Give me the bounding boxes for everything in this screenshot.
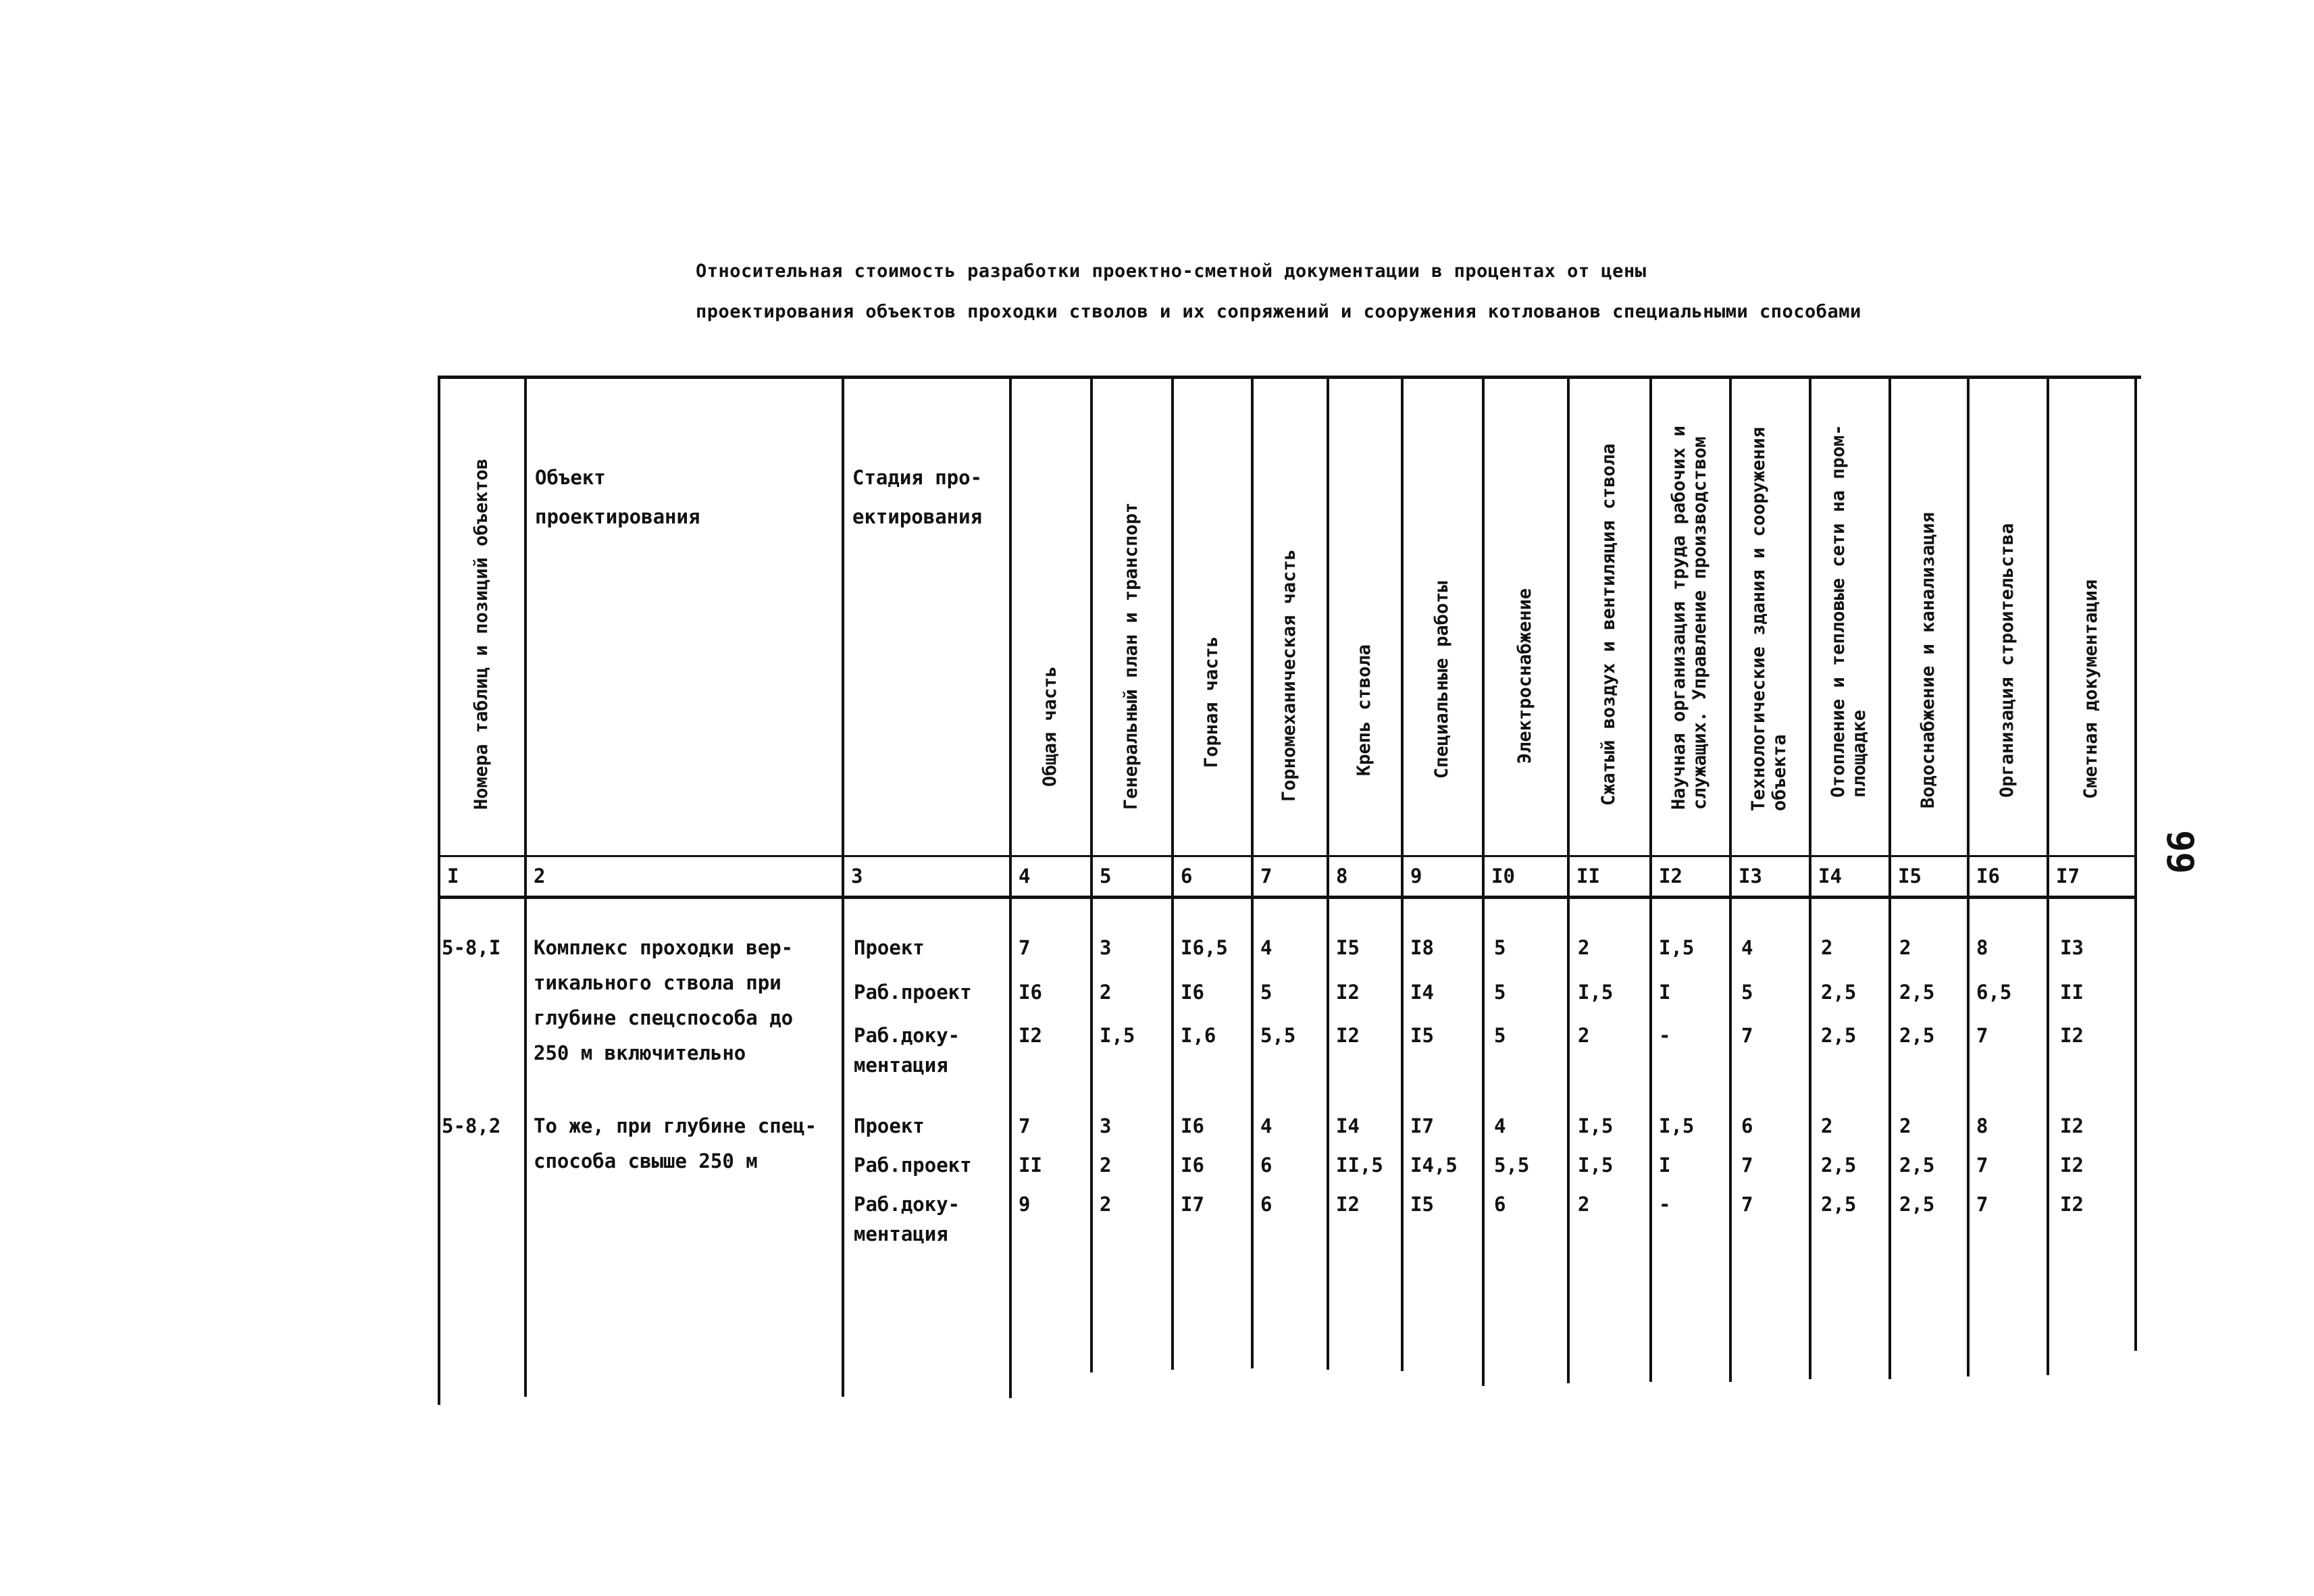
position-number: 5-8,2 — [442, 1114, 501, 1137]
table-cell: 2 — [1899, 1114, 1911, 1137]
stage-label: ментация — [854, 1054, 948, 1077]
column-header-1: Номера таблиц и позиций объектов — [470, 458, 492, 810]
table-cell: 2,5 — [1821, 1193, 1857, 1216]
object-description: тикального ствола при — [534, 971, 781, 994]
table-cell: 7 — [1741, 1154, 1753, 1177]
column-rule — [1327, 376, 1329, 1370]
column-header-7: Горномеханическая часть — [1278, 549, 1300, 802]
header-object-label: Объект — [535, 466, 606, 489]
table-cell: 2,5 — [1899, 1154, 1935, 1177]
table-cell: I2 — [2060, 1154, 2084, 1177]
table-cell: 6 — [1260, 1193, 1272, 1216]
table-cell: 2 — [1100, 1193, 1112, 1216]
column-number: 9 — [1410, 865, 1422, 887]
object-description: То же, при глубине спец- — [534, 1114, 817, 1137]
header-stage-label: ектирования — [852, 505, 983, 528]
table-cell: 8 — [1976, 936, 1988, 959]
table-cell: I — [1659, 981, 1671, 1004]
table-cell: I4 — [1336, 1114, 1360, 1137]
column-rule — [1482, 376, 1485, 1386]
column-number: I — [447, 865, 459, 887]
column-number: 5 — [1100, 865, 1112, 887]
table-cell: II — [1019, 1154, 1042, 1177]
header-object-label: проектирования — [535, 505, 700, 528]
table-cell: 7 — [1976, 1024, 1988, 1047]
table-cell: I5 — [1410, 1024, 1434, 1047]
table-cell: I — [1659, 1154, 1671, 1177]
stage-label: Проект — [854, 1114, 925, 1137]
table-cell: I,5 — [1578, 1114, 1614, 1137]
table-cell: 8 — [1976, 1114, 1988, 1137]
column-rule — [438, 376, 440, 1405]
table-cell: 2 — [1578, 936, 1590, 959]
column-number: 4 — [1019, 865, 1031, 887]
column-number: I3 — [1739, 865, 1762, 887]
table-cell: I5 — [1410, 1193, 1434, 1216]
stage-label: ментация — [854, 1222, 948, 1245]
column-number: I4 — [1818, 865, 1842, 887]
table-cell: 6 — [1494, 1193, 1506, 1216]
column-number: 8 — [1336, 865, 1348, 887]
table-cell: 5 — [1260, 981, 1272, 1004]
table-cell: 4 — [1494, 1114, 1506, 1137]
table-cell: 7 — [1741, 1024, 1753, 1047]
table-rule — [438, 896, 2134, 899]
column-header-17: Сметная документация — [2080, 579, 2101, 799]
object-description: глубине спецспособа до — [534, 1006, 794, 1029]
column-header-11: Сжатый воздух и вентиляция ствола — [1597, 443, 1619, 806]
column-header-10: Электроснабжение — [1514, 588, 1535, 764]
table-cell: I,5 — [1659, 1114, 1695, 1137]
table-cell: 4 — [1260, 936, 1272, 959]
table-cell: 2 — [1578, 1193, 1590, 1216]
table-cell: I7 — [1410, 1114, 1434, 1137]
column-rule — [842, 376, 844, 1397]
table-cell: 4 — [1741, 936, 1753, 959]
table-cell: 3 — [1100, 936, 1112, 959]
table-cell: II — [2060, 981, 2084, 1004]
column-rule — [1171, 376, 1174, 1370]
document-title-line-2: проектирования объектов проходки стволов и их сопряжений и сооружения котлованов специальными способами — [696, 301, 1861, 322]
column-rule — [1809, 376, 1811, 1379]
table-cell: 5 — [1494, 936, 1506, 959]
column-rule — [1567, 376, 1570, 1383]
column-rule — [1401, 376, 1404, 1371]
column-header-9: Специальные работы — [1431, 581, 1452, 779]
stage-label: Раб.доку- — [854, 1193, 960, 1216]
table-cell: 5 — [1741, 981, 1753, 1004]
object-description: 250 м включительно — [534, 1041, 746, 1064]
table-cell: I4 — [1410, 981, 1434, 1004]
table-cell: 2 — [1821, 1114, 1833, 1137]
table-cell: 6 — [1741, 1114, 1753, 1137]
table-cell: I2 — [1336, 1024, 1360, 1047]
position-number: 5-8,I — [442, 936, 501, 959]
column-number: II — [1576, 865, 1600, 887]
column-header-14: Отопление и тепловые сети на пром- — [1828, 424, 1849, 798]
table-cell: 7 — [1019, 936, 1031, 959]
column-number: I0 — [1491, 865, 1515, 887]
table-cell: - — [1659, 1024, 1671, 1047]
column-number: 7 — [1260, 865, 1272, 887]
table-cell: 2 — [1578, 1024, 1590, 1047]
table-cell: 7 — [1741, 1193, 1753, 1216]
column-number: I5 — [1898, 865, 1922, 887]
table-cell: I2 — [1019, 1024, 1042, 1047]
table-cell: I8 — [1410, 936, 1434, 959]
column-rule — [1729, 376, 1732, 1382]
table-cell: I6 — [1181, 1114, 1204, 1137]
column-rule — [2047, 376, 2049, 1375]
table-cell: I7 — [1181, 1193, 1204, 1216]
table-cell: I6 — [1181, 981, 1204, 1004]
table-cell: 3 — [1100, 1114, 1112, 1137]
column-rule — [1090, 376, 1093, 1372]
table-cell: 5,5 — [1260, 1024, 1296, 1047]
column-header-13: объекта — [1769, 734, 1790, 811]
column-rule — [1009, 376, 1012, 1398]
table-cell: 4 — [1260, 1114, 1272, 1137]
table-cell: I6 — [1181, 1154, 1204, 1177]
table-cell: I4,5 — [1410, 1154, 1458, 1177]
stage-label: Раб.проект — [854, 1154, 972, 1177]
table-cell: I2 — [1336, 981, 1360, 1004]
table-cell: I6 — [1019, 981, 1042, 1004]
table-cell: 5 — [1494, 1024, 1506, 1047]
column-header-5: Генеральный план и транспорт — [1120, 502, 1141, 810]
table-cell: I,5 — [1100, 1024, 1135, 1047]
column-rule — [524, 376, 527, 1397]
table-cell: I3 — [2060, 936, 2084, 959]
table-cell: II,5 — [1336, 1154, 1383, 1177]
table-cell: 2 — [1821, 936, 1833, 959]
table-cell: I2 — [2060, 1024, 2084, 1047]
table-cell: 2,5 — [1899, 1193, 1935, 1216]
column-header-4: Общая часть — [1039, 666, 1060, 787]
column-header-12: служащих. Управление производством — [1689, 436, 1710, 810]
table-cell: I,5 — [1578, 1154, 1614, 1177]
table-cell: 2,5 — [1821, 1024, 1857, 1047]
stage-label: Проект — [854, 936, 925, 959]
column-rule — [2134, 376, 2137, 1351]
table-cell: I,5 — [1578, 981, 1614, 1004]
column-header-13: Технологические здания и сооружения — [1748, 427, 1769, 811]
column-number: I7 — [2056, 865, 2080, 887]
table-rule — [438, 855, 2134, 857]
stage-label: Раб.доку- — [854, 1024, 960, 1047]
column-header-15: Водоснабжение и канализация — [1917, 512, 1938, 808]
table-cell: 2 — [1100, 981, 1112, 1004]
column-header-12: Научная организация труда рабочих и — [1668, 426, 1689, 810]
column-header-6: Горная часть — [1200, 636, 1222, 768]
table-cell: I2 — [2060, 1114, 2084, 1137]
column-header-14: площадке — [1849, 709, 1870, 798]
table-cell: 2 — [1899, 936, 1911, 959]
column-rule — [1251, 376, 1254, 1368]
table-cell: 6,5 — [1976, 981, 2012, 1004]
table-cell: 7 — [1976, 1154, 1988, 1177]
column-rule — [1888, 376, 1891, 1379]
object-description: Комплекс проходки вер- — [534, 936, 794, 959]
column-rule — [1649, 376, 1652, 1382]
table-cell: 2,5 — [1899, 1024, 1935, 1047]
table-cell: 5 — [1494, 981, 1506, 1004]
table-cell: 9 — [1019, 1193, 1031, 1216]
table-cell: 6 — [1260, 1154, 1272, 1177]
column-header-8: Крепь ствола — [1353, 644, 1374, 776]
table-cell: 2 — [1100, 1154, 1112, 1177]
header-stage-label: Стадия про- — [852, 466, 983, 489]
table-rule — [438, 376, 2141, 379]
table-cell: I,5 — [1659, 936, 1695, 959]
stage-label: Раб.проект — [854, 981, 972, 1004]
table-cell: - — [1659, 1193, 1671, 1216]
column-number: 3 — [851, 865, 863, 887]
table-cell: 2,5 — [1821, 981, 1857, 1004]
table-cell: I2 — [1336, 1193, 1360, 1216]
column-number: 2 — [534, 865, 546, 887]
document-title-line-1: Относительная стоимость разработки проектно-сметной документации в процентах от цены — [696, 261, 1647, 282]
table-cell: 2,5 — [1821, 1154, 1857, 1177]
table-cell: I6,5 — [1181, 936, 1228, 959]
column-number: I6 — [1976, 865, 2000, 887]
table-cell: I,6 — [1181, 1024, 1216, 1047]
table-cell: I2 — [2060, 1193, 2084, 1216]
page-number: 99 — [2159, 829, 2202, 875]
column-rule — [1967, 376, 1970, 1376]
column-number: 6 — [1181, 865, 1193, 887]
object-description: способа свыше 250 м — [534, 1150, 758, 1173]
table-cell: 7 — [1976, 1193, 1988, 1216]
column-number: I2 — [1659, 865, 1682, 887]
table-cell: I5 — [1336, 936, 1360, 959]
column-header-16: Организация строительства — [1996, 523, 2017, 798]
table-cell: 2,5 — [1899, 981, 1935, 1004]
table-cell: 5,5 — [1494, 1154, 1530, 1177]
table-cell: 7 — [1019, 1114, 1031, 1137]
